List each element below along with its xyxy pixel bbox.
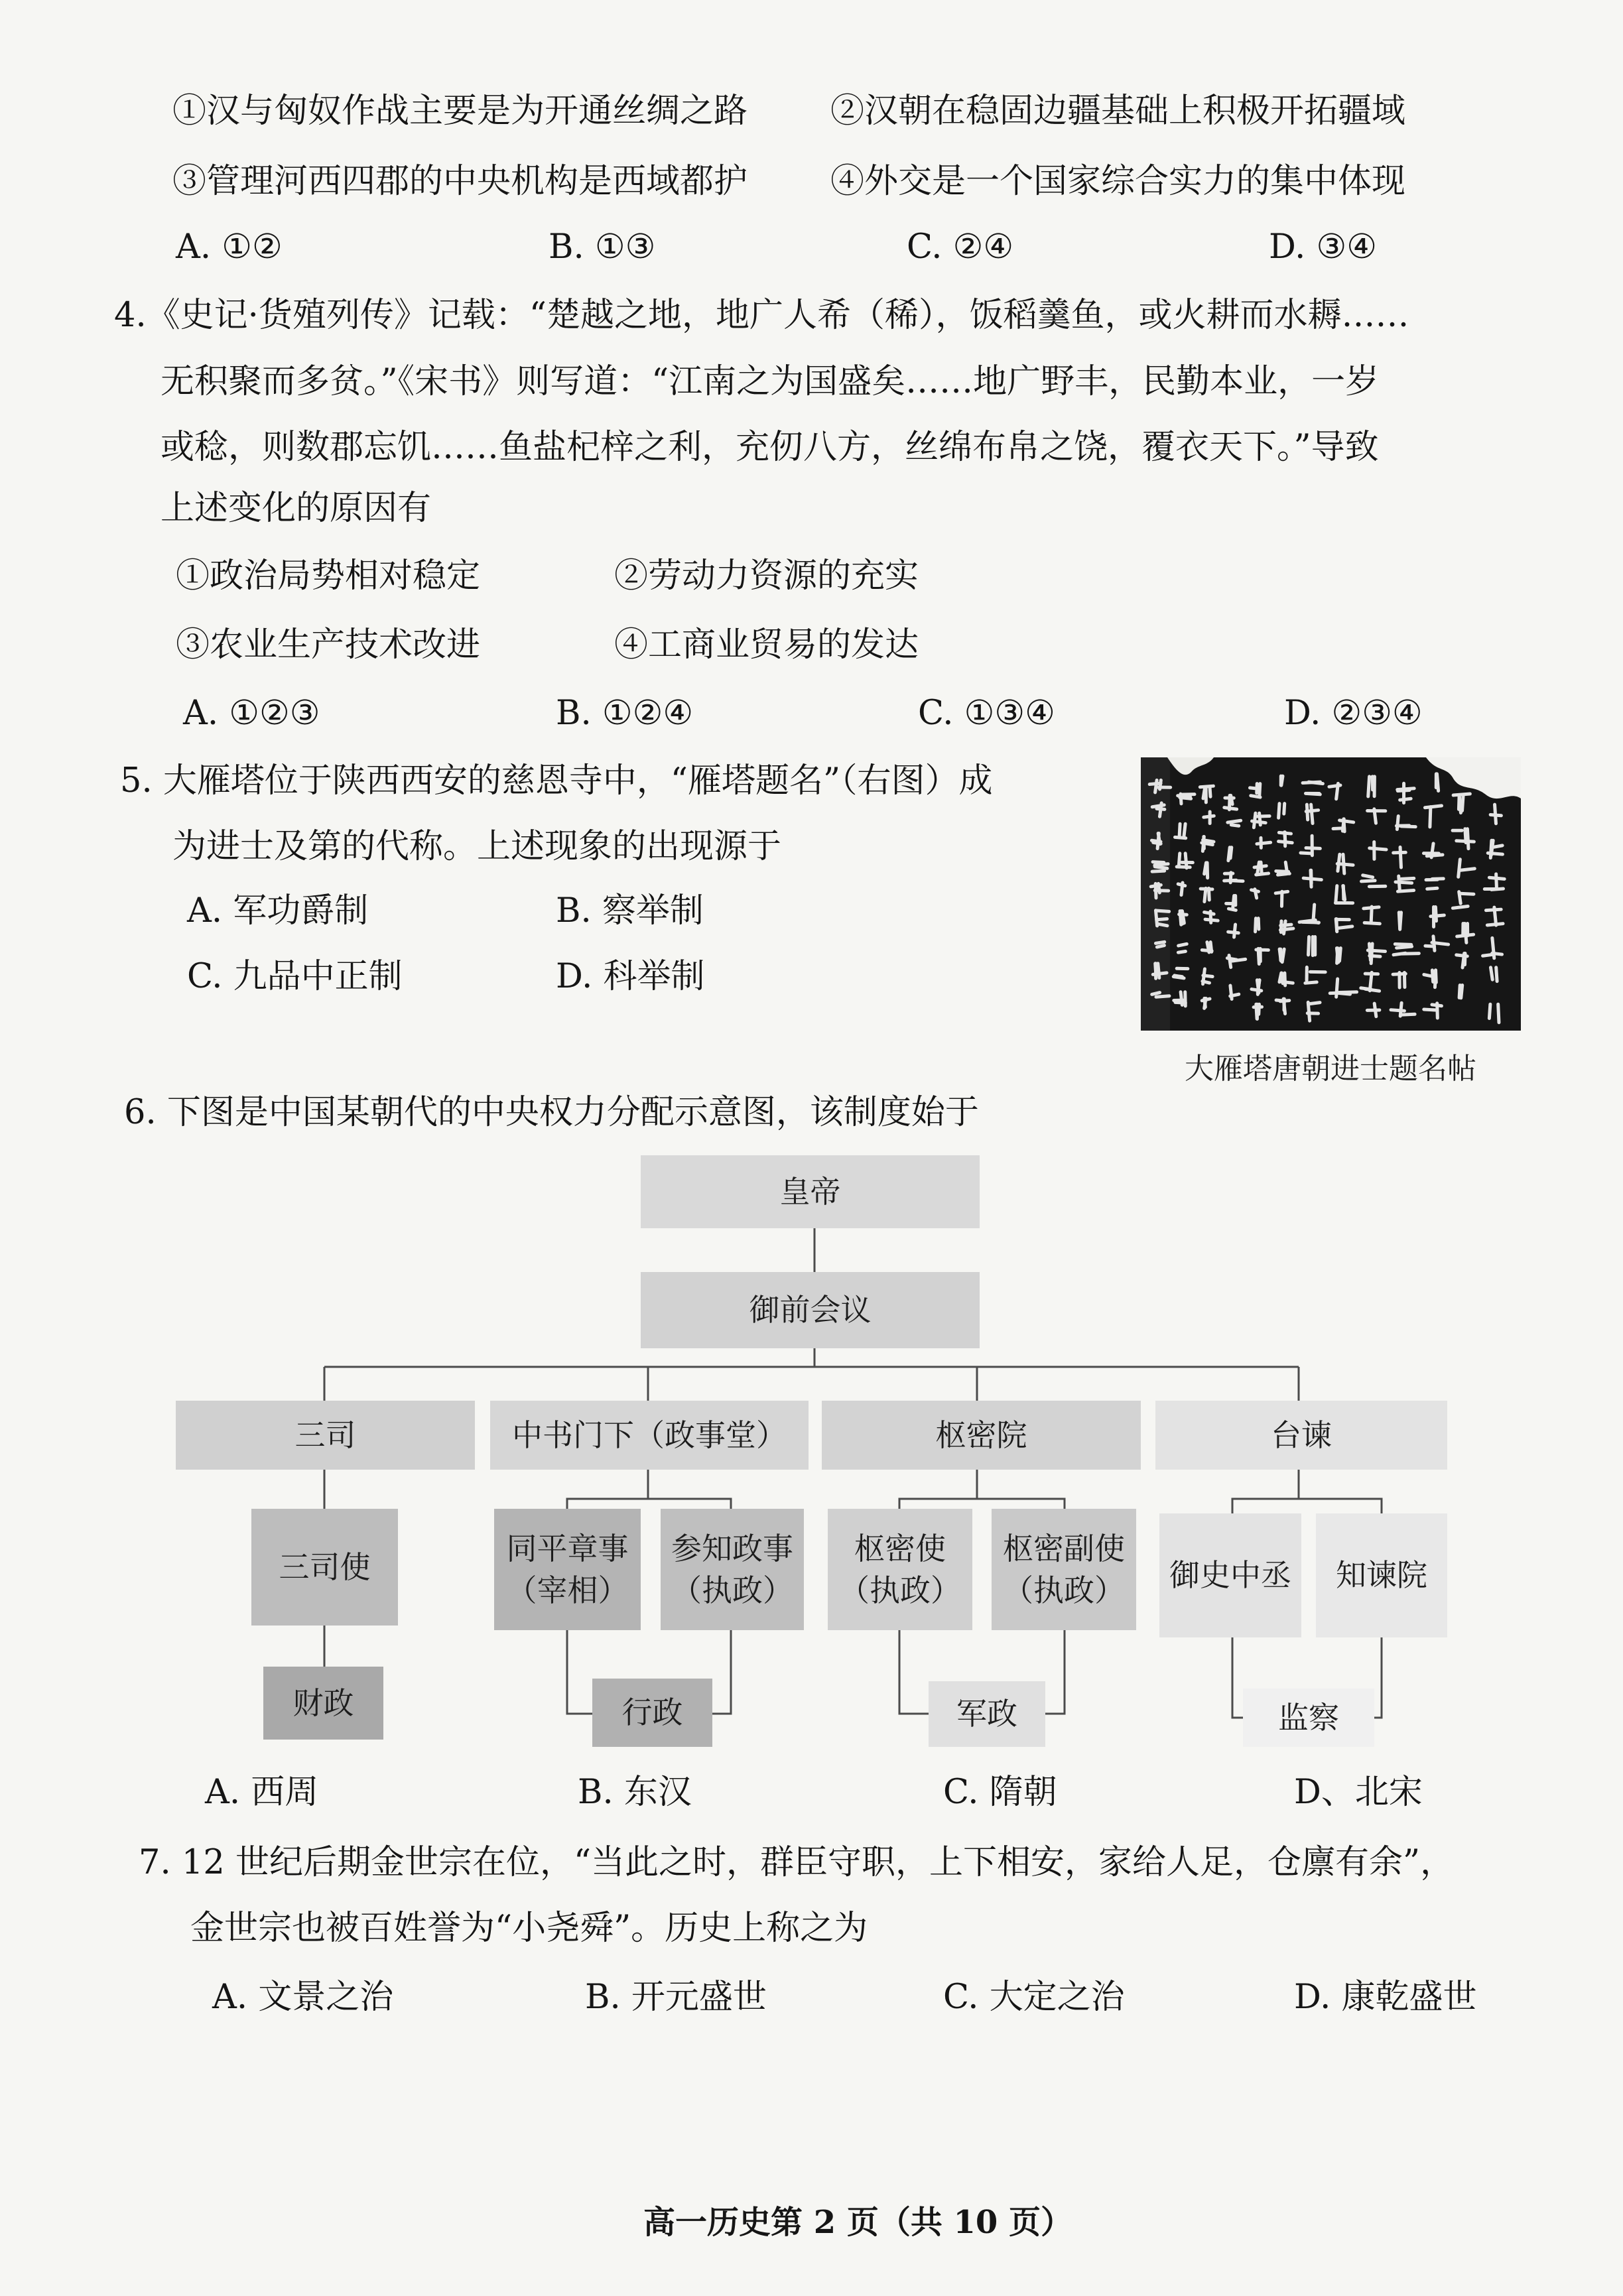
q3-statement-4: ④外交是一个国家综合实力的集中体现 bbox=[830, 162, 1406, 201]
q6-option-b: B. 东汉 bbox=[578, 1773, 692, 1812]
q3-option-c: C. ②④ bbox=[907, 227, 1014, 267]
q4-statement-3: ③农业生产技术改进 bbox=[176, 625, 481, 665]
q6-option-a: A. 西周 bbox=[205, 1773, 319, 1812]
node-function-jiancha bbox=[1243, 1689, 1374, 1747]
official-title: 参知政事 bbox=[671, 1531, 793, 1567]
page-footer: 高一历史第 2 页（共 10 页） bbox=[643, 2204, 1073, 2241]
q5-stem-line-1: 5. 大雁塔位于陕西西安的慈恩寺中，“雁塔题名”（右图）成 bbox=[120, 761, 993, 800]
node-emperor-label: 皇帝 bbox=[779, 1173, 841, 1210]
official-title: 枢密使 bbox=[854, 1531, 946, 1567]
q3-option-b: B. ①③ bbox=[549, 227, 656, 267]
connector-zhongshu-officials bbox=[567, 1499, 731, 1509]
node-official-shumishi bbox=[828, 1509, 972, 1630]
q5-stem-line-2: 为进士及第的代称。上述现象的出现源于 bbox=[172, 827, 782, 866]
node-official-canzhizhengshi bbox=[661, 1509, 804, 1630]
branch-label: 三司 bbox=[294, 1417, 356, 1453]
q7-option-a: A. 文景之治 bbox=[212, 1978, 394, 2017]
node-official-sansishi bbox=[251, 1509, 398, 1626]
official-title: 枢密副使 bbox=[1003, 1531, 1125, 1567]
q4-option-c: C. ①③④ bbox=[918, 694, 1055, 733]
branch-label: 台谏 bbox=[1271, 1417, 1332, 1453]
node-branch-taijian bbox=[1155, 1401, 1447, 1470]
q4-stem-line-3: 或稔，则数郡忘饥……鱼盐杞梓之利，充仞八方，丝绵布帛之饶，覆衣天下。”导致 bbox=[161, 428, 1379, 467]
q6-stem: 6. 下图是中国某朝代的中央权力分配示意图，该制度始于 bbox=[124, 1093, 979, 1132]
bracket-right-junzheng bbox=[1045, 1630, 1065, 1714]
official-title: 知谏院 bbox=[1336, 1557, 1427, 1594]
node-council bbox=[641, 1272, 980, 1348]
q5-option-a: A. 军功爵制 bbox=[187, 891, 369, 930]
node-official-tongpingzhangshi bbox=[494, 1509, 641, 1630]
node-branch-shumi bbox=[822, 1401, 1141, 1470]
node-official-zhijianyuan bbox=[1316, 1513, 1447, 1637]
node-official-shumifushi bbox=[992, 1509, 1136, 1630]
q7-stem-line-1: 7. 12 世纪后期金世宗在位，“当此之时，群臣守职，上下相安，家给人足，仓廪有余”， bbox=[139, 1843, 1455, 1882]
q3-option-d: D. ③④ bbox=[1269, 227, 1377, 267]
bracket-left-jiancha bbox=[1232, 1637, 1243, 1718]
q3-statement-3: ③管理河西四郡的中央机构是西域都护 bbox=[172, 162, 748, 201]
connector-shumi-officials bbox=[899, 1499, 1065, 1509]
official-role: （执政） bbox=[1003, 1572, 1125, 1608]
function-label: 军政 bbox=[956, 1696, 1017, 1732]
branch-label: 枢密院 bbox=[935, 1417, 1027, 1453]
official-title: 同平章事 bbox=[506, 1531, 629, 1567]
q5-option-c: C. 九品中正制 bbox=[187, 957, 403, 996]
node-function-xingzheng bbox=[592, 1679, 712, 1747]
q3-option-a: A. ①② bbox=[176, 227, 283, 267]
q4-option-d: D. ②③④ bbox=[1284, 694, 1423, 733]
q4-stem-line-1: 4.《史记·货殖列传》记载：“楚越之地，地广人希（稀），饭稻羹鱼，或火耕而水耨…… bbox=[114, 296, 1409, 335]
bracket-left-junzheng bbox=[899, 1630, 929, 1714]
official-title: 三司使 bbox=[279, 1549, 371, 1585]
bracket-left-xingzheng bbox=[567, 1630, 592, 1714]
q3-statement-1: ①汉与匈奴作战主要是为开通丝绸之路 bbox=[172, 92, 748, 131]
official-role: （执政） bbox=[671, 1572, 793, 1608]
official-title: 御史中丞 bbox=[1169, 1557, 1291, 1594]
official-role: （宰相） bbox=[506, 1572, 629, 1608]
q4-statement-4: ④工商业贸易的发达 bbox=[614, 625, 919, 665]
bracket-right-xingzheng bbox=[712, 1630, 731, 1714]
q4-statement-2: ②劳动力资源的充实 bbox=[614, 556, 919, 596]
node-official-yushizhongcheng bbox=[1159, 1513, 1301, 1637]
q7-option-d: D. 康乾盛世 bbox=[1294, 1978, 1477, 2017]
function-label: 财政 bbox=[292, 1685, 354, 1721]
q4-stem-line-2: 无积聚而多贫。”《宋书》则写道：“江南之为国盛矣……地广野丰，民勤本业，一岁 bbox=[161, 362, 1380, 401]
q6-option-d: D、北宋 bbox=[1294, 1773, 1423, 1812]
q7-option-b: B. 开元盛世 bbox=[585, 1978, 767, 2017]
figure-caption: 大雁塔唐朝进士题名帖 bbox=[1185, 1052, 1476, 1086]
node-emperor bbox=[641, 1155, 980, 1228]
node-branch-sansi bbox=[176, 1401, 475, 1470]
q7-stem-line-2: 金世宗也被百姓誉为“小尧舜”。历史上称之为 bbox=[190, 1909, 868, 1948]
q4-option-a: A. ①②③ bbox=[183, 694, 320, 733]
q4-stem-line-4: 上述变化的原因有 bbox=[161, 489, 432, 528]
function-label: 行政 bbox=[621, 1694, 683, 1731]
branch-label: 中书门下（政事堂） bbox=[512, 1417, 787, 1453]
q7-option-c: C. 大定之治 bbox=[943, 1978, 1125, 2017]
node-function-junzheng bbox=[929, 1681, 1045, 1747]
connector-taijian-officials bbox=[1232, 1499, 1382, 1513]
function-label: 监察 bbox=[1278, 1699, 1339, 1736]
bracket-right-jiancha bbox=[1374, 1637, 1382, 1718]
official-role: （执政） bbox=[839, 1572, 961, 1608]
node-council-label: 御前会议 bbox=[749, 1292, 872, 1328]
q4-option-b: B. ①②④ bbox=[556, 694, 694, 733]
q4-statement-1: ①政治局势相对稳定 bbox=[176, 556, 481, 596]
q5-option-d: D. 科举制 bbox=[556, 957, 705, 996]
q6-option-c: C. 隋朝 bbox=[943, 1773, 1057, 1812]
node-branch-zhongshu bbox=[490, 1401, 809, 1470]
q5-option-b: B. 察举制 bbox=[556, 891, 704, 930]
q3-statement-2: ②汉朝在稳固边疆基础上积极开拓疆域 bbox=[830, 92, 1406, 131]
node-function-caizheng bbox=[263, 1667, 383, 1740]
